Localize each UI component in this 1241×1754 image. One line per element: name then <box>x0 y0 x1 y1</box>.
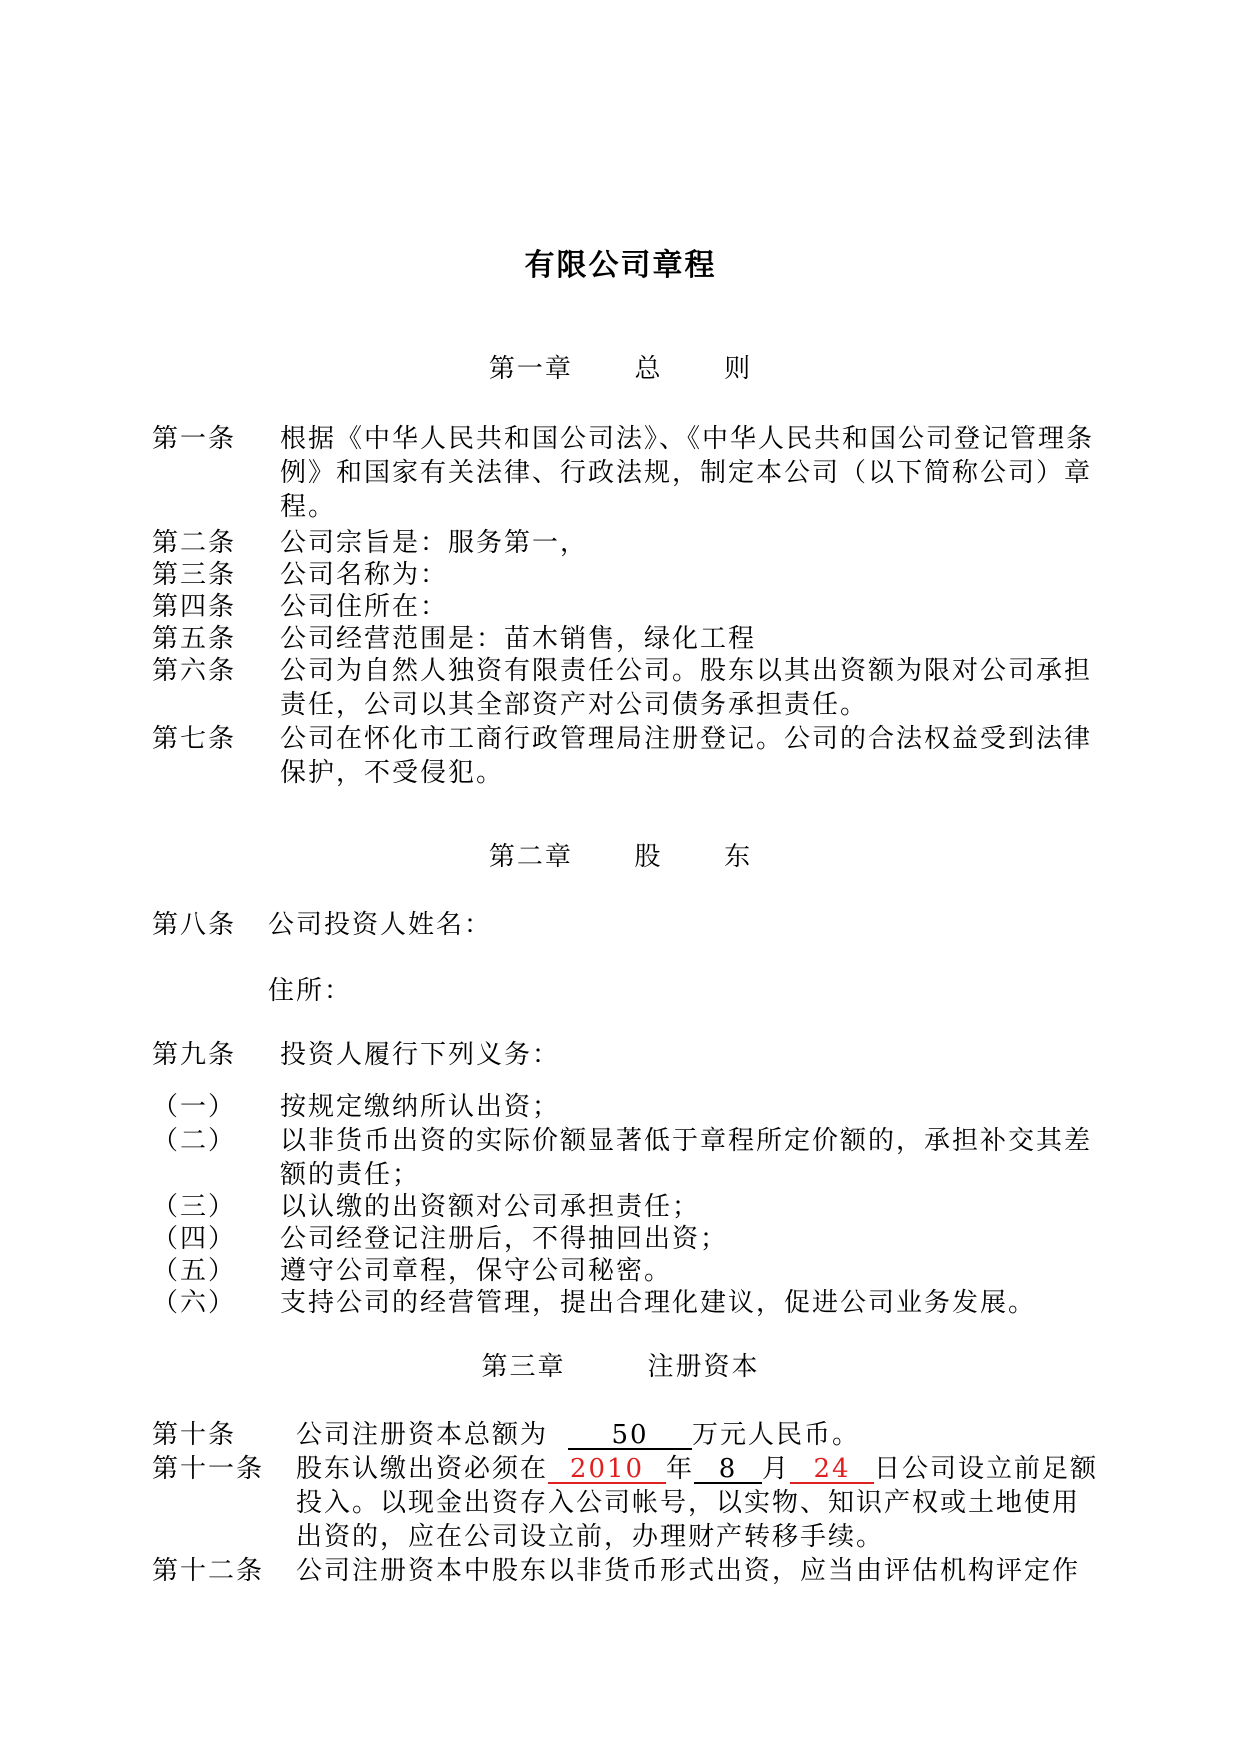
duty-2-label: （二） <box>152 1126 237 1156</box>
duty-5-text: 遵守公司章程，保守公司秘密。 <box>280 1256 673 1286</box>
article-6-text-line-2: 责任，公司以其全部资产对公司债务承担责任。 <box>280 690 869 720</box>
duty-2-text-line-1: 以非货币出资的实际价额显著低于章程所定价额的，承担补交其差 <box>280 1126 1093 1156</box>
article-7-text-line-2: 保护，不受侵犯。 <box>280 758 505 788</box>
investor-name-field: 公司投资人姓名： <box>268 910 493 940</box>
investor-address-field: 住所： <box>268 976 353 1006</box>
article-5-text: 公司经营范围是：苗木销售，绿化工程 <box>280 624 757 654</box>
capital-amount-field: 50 <box>568 1422 692 1450</box>
article-3-label: 第三条 <box>152 560 237 590</box>
article-3-text: 公司名称为： <box>280 560 449 590</box>
chapter-1-heading: 第一章 总 则 <box>488 354 753 384</box>
article-5-label: 第五条 <box>152 624 237 654</box>
subscription-day-field: 24 <box>790 1456 874 1484</box>
duty-3-text: 以认缴的出资额对公司承担责任； <box>280 1192 701 1222</box>
article-10-text <box>296 1414 860 1451</box>
duty-3-label: （三） <box>152 1192 237 1222</box>
article-6-label: 第六条 <box>152 656 237 686</box>
duty-5-label: （五） <box>152 1256 237 1286</box>
article-1-text-line-3: 程。 <box>280 492 337 522</box>
subscription-year-field: 2010 <box>548 1456 666 1484</box>
article-4-label: 第四条 <box>152 592 237 622</box>
duty-2-text-line-2: 额的责任； <box>280 1160 421 1190</box>
article-11-line-1 <box>296 1448 1098 1485</box>
duty-1-text: 按规定缴纳所认出资； <box>280 1092 561 1122</box>
article-11-post: 日公司设立前足额 <box>874 1454 1099 1484</box>
article-12-text: 公司注册资本中股东以非货币形式出资，应当由评估机构评定作 <box>296 1556 1081 1586</box>
article-11-pre: 股东认缴出资必须在 <box>296 1454 549 1484</box>
article-1-text-line-1: 根据《中华人民共和国公司法》、《中华人民共和国公司登记管理条 <box>280 424 1095 454</box>
article-11-line-2: 投入。以现金出资存入公司帐号，以实物、知识产权或土地使用 <box>296 1488 1081 1518</box>
article-2-label: 第二条 <box>152 528 237 558</box>
article-11-label: 第十一条 <box>152 1454 265 1484</box>
article-12-label: 第十二条 <box>152 1556 265 1586</box>
article-9-label: 第九条 <box>152 1040 237 1070</box>
article-10-label: 第十条 <box>152 1420 237 1450</box>
article-7-text-line-1: 公司在怀化市工商行政管理局注册登记。公司的合法权益受到法律 <box>280 724 1093 754</box>
duty-1-label: （一） <box>152 1092 237 1122</box>
article-10-pre: 公司注册资本总额为 <box>296 1420 549 1450</box>
duty-6-label: （六） <box>152 1288 237 1318</box>
article-1-text-line-2: 例》和国家有关法律、行政法规，制定本公司（以下简称公司）章 <box>280 458 1093 488</box>
article-4-text: 公司住所在： <box>280 592 449 622</box>
duty-6-text: 支持公司的经营管理，提出合理化建议，促进公司业务发展。 <box>280 1288 1037 1318</box>
subscription-month-field: 8 <box>694 1456 762 1484</box>
article-10-post: 万元人民币。 <box>692 1420 861 1450</box>
chapter-2-heading: 第二章 股 东 <box>488 842 753 872</box>
article-7-label: 第七条 <box>152 724 237 754</box>
year-unit: 年 <box>666 1454 695 1484</box>
duty-4-text: 公司经登记注册后，不得抽回出资； <box>280 1224 729 1254</box>
article-8-label: 第八条 <box>152 910 237 940</box>
article-9-text: 投资人履行下列义务： <box>280 1040 561 1070</box>
article-2-text: 公司宗旨是：服务第一， <box>280 528 589 558</box>
article-11-line-3: 出资的，应在公司设立前，办理财产转移手续。 <box>296 1522 885 1552</box>
article-6-text-line-1: 公司为自然人独资有限责任公司。股东以其出资额为限对公司承担 <box>280 656 1093 686</box>
duty-4-label: （四） <box>152 1224 237 1254</box>
article-1-label: 第一条 <box>152 424 237 454</box>
document-title: 有限公司章程 <box>524 248 717 283</box>
chapter-3-heading: 第三章 注册资本 <box>481 1352 760 1382</box>
month-unit: 月 <box>762 1454 791 1484</box>
